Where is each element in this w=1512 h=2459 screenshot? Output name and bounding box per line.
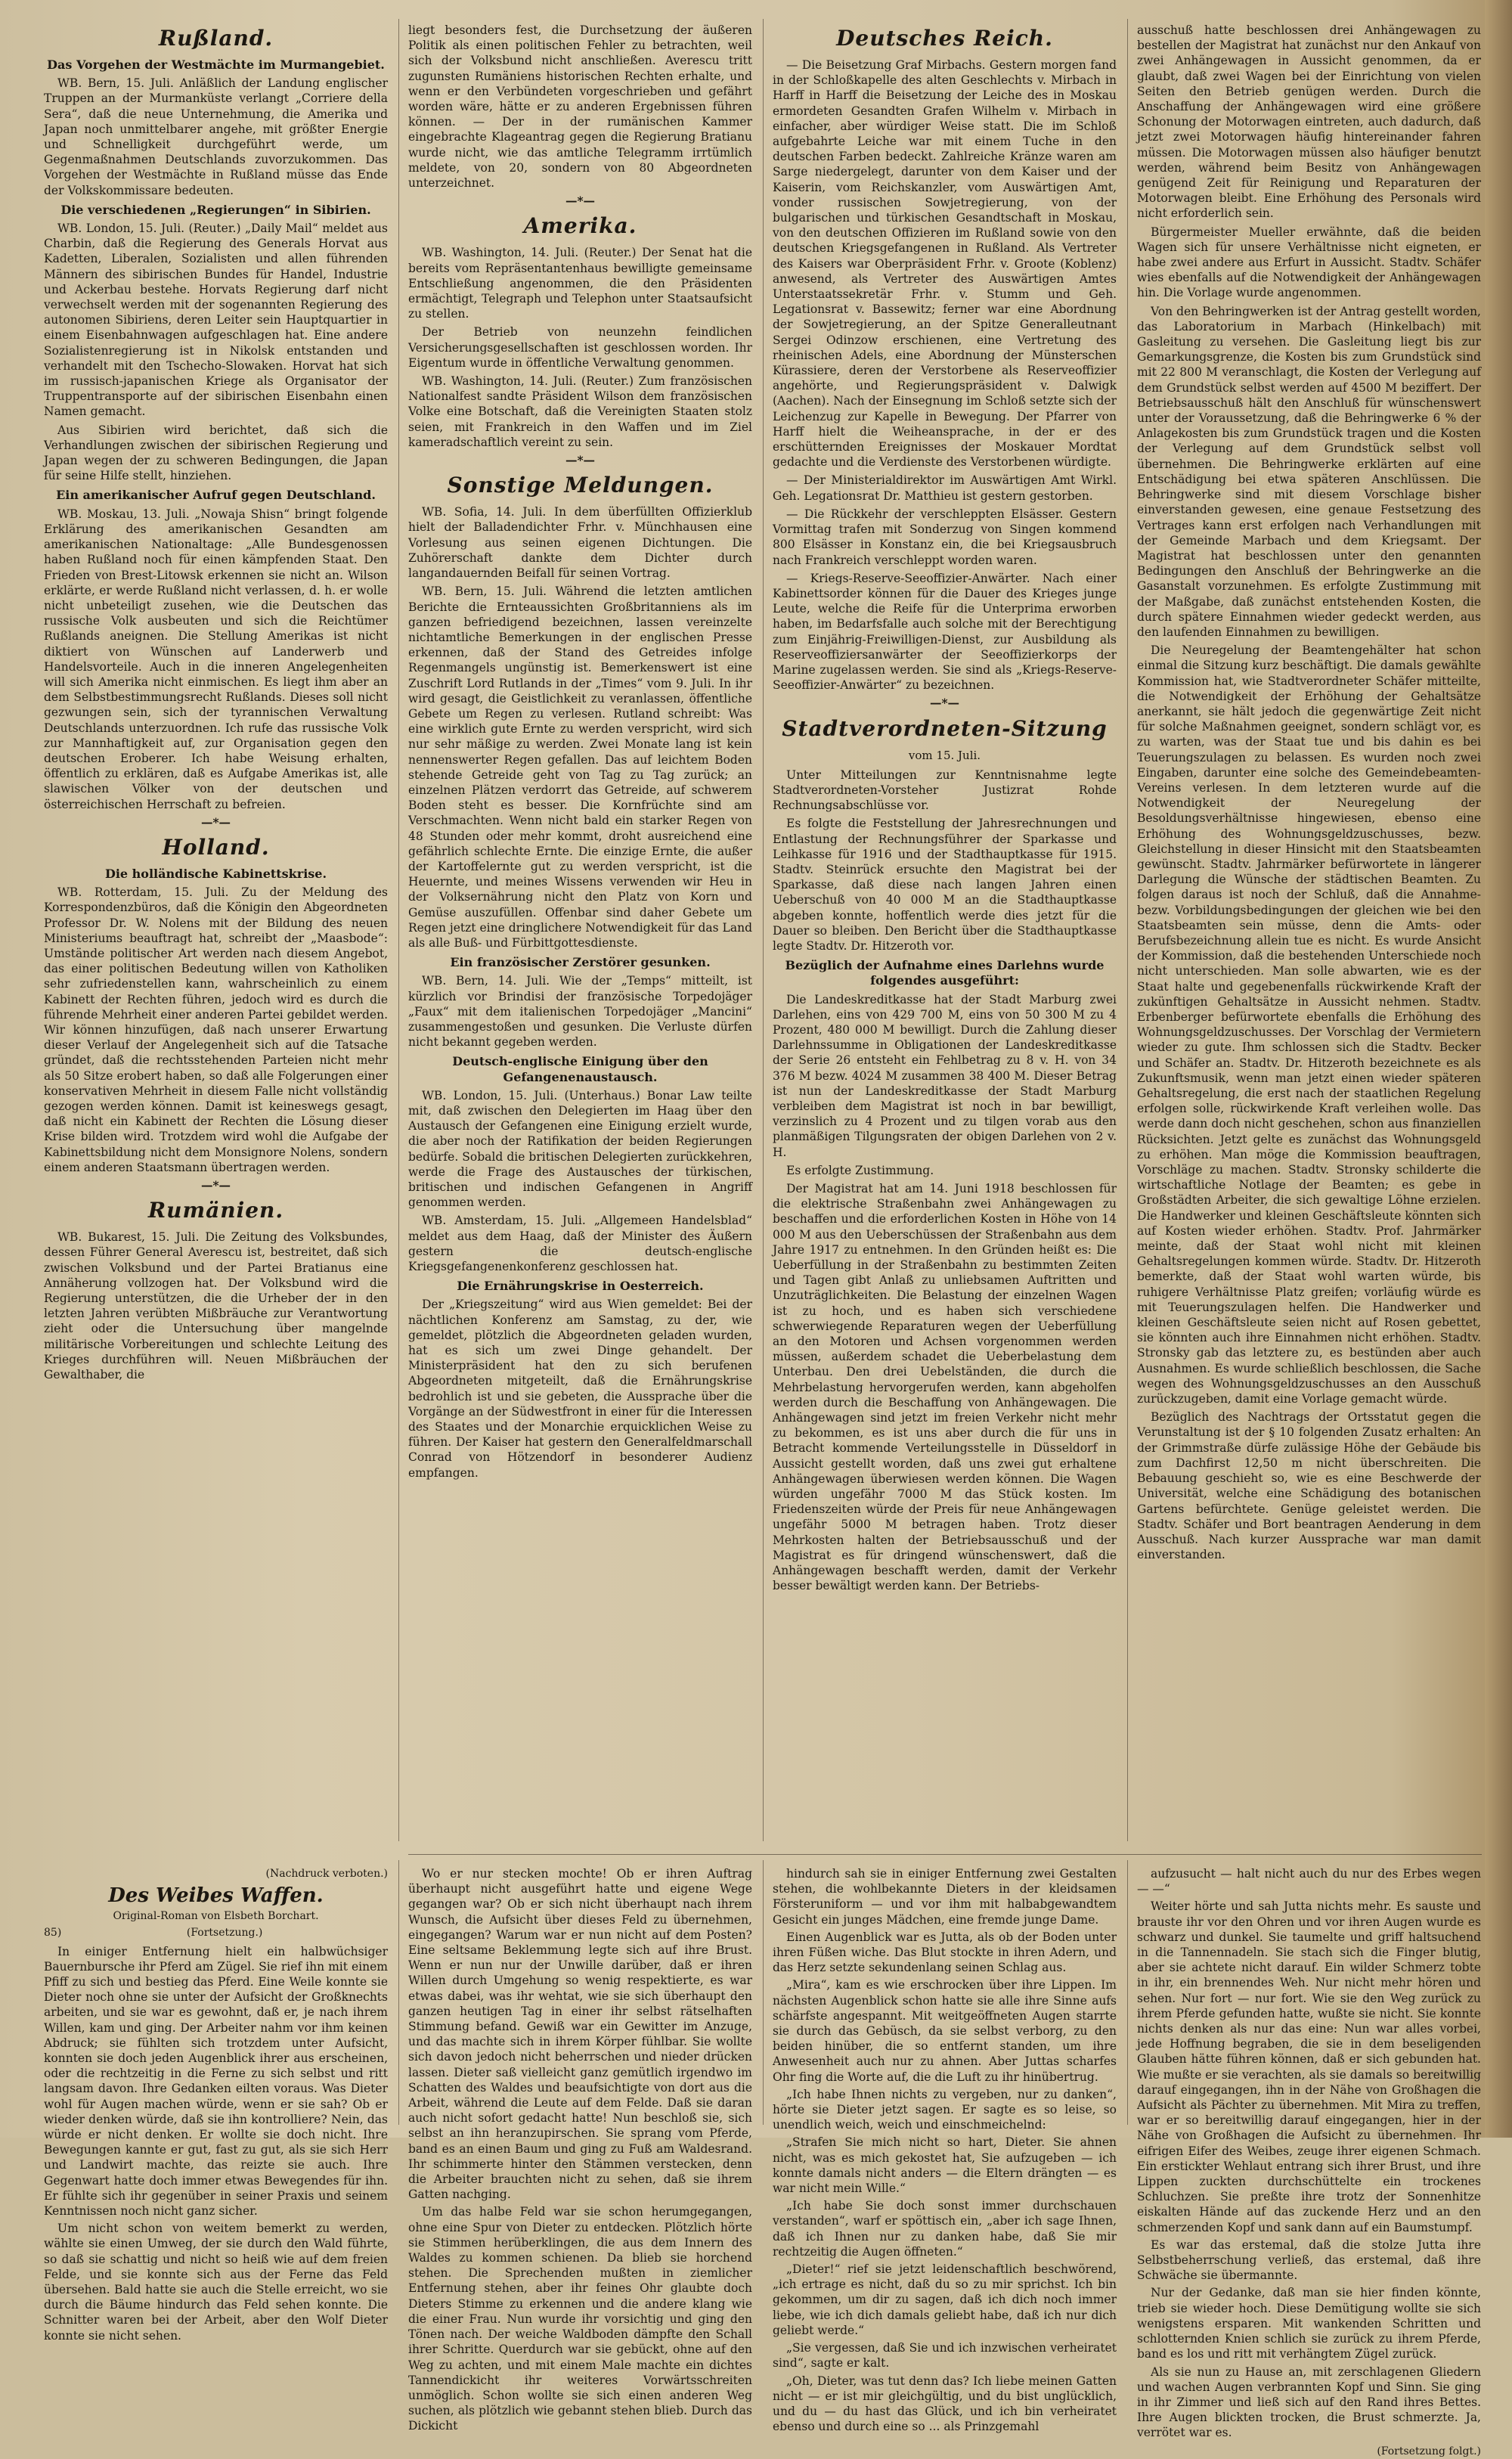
heading-sonstige: Sonstige Meldungen.: [447, 473, 714, 498]
article-paragraph: WB. Amsterdam, 15. Juli. „Allgemeen Handelsblad“ meldet aus dem Haag, daß der Minister des Äußern gestern die deutsch-englische Kriegsgefangenenkonferenz geschlossen hat.: [408, 1214, 752, 1274]
heading-russland: Rußland.: [158, 26, 274, 51]
serial-subtitle: Original-Roman von Elsbeth Borchart.: [113, 1910, 319, 1923]
heading-deutsches-reich: Deutsches Reich.: [836, 26, 1053, 51]
serial-paragraph: „Ich habe Ihnen nichts zu vergeben, nur zu danken“, hörte sie Dieter jetzt sagen. Er sagte es so leise, so unendlich weich, weich und einschmeichelnd:: [773, 2087, 1117, 2132]
article-paragraph: WB. London, 15. Juli. (Unterhaus.) Bonar Law teilte mit, daß zwischen den Delegierten im Haag über den Austausch der Gefangenen eine Einigung erzielt wurde, die aber noch der Ratifikation der beiden Regierungen bedürfe. Sobald die britischen Delegierten zurückkehren, werde die Frage des Austausches der türkischen, britischen und indischen Gefangenen in Angriff genommen werden.: [408, 1088, 752, 1210]
article-paragraph: WB. Sofia, 14. Juli. In dem überfüllten Offizierklub hielt der Balladendichter Frhr. v. Münchhausen eine Vorlesung aus seinen eigenen Dichtungen. Die Zuhörerschaft dankte dem Dichter durch langandauernden Beifall für seinen Vortrag.: [408, 505, 752, 581]
separator-star: —*—: [200, 1178, 231, 1193]
article-paragraph: Es erfolgte Zustimmung.: [786, 1163, 934, 1177]
separator-star: —*—: [565, 453, 596, 468]
serial-continuation: (Fortsetzung.): [186, 1927, 263, 1940]
heading-holland: Holland.: [162, 834, 270, 860]
column-rule: [763, 1860, 764, 2125]
column-rule: [398, 1860, 399, 2125]
to-be-continued: (Fortsetzung folgt.): [1377, 2445, 1481, 2457]
article-paragraph: Von den Behringwerken ist der Antrag gestellt worden, das Laboratorium in Marbach (Hinkelbach) mit Gasleitung zu versehen. Die Gasleitung liegt bis zur Gemarkungsgrenze, die Kosten bis zum Grundstück sind mit 22 800 M veranschlagt, die Kosten der Verlegung auf dem Grundstück selbst werden auf 4500 M beziffert. Der Betriebsausschuß hält den Anschluß für wünschenswert unter der Voraussetzung, daß die Behringwerke 6 % der Anlagekosten bis zum Grundstück tragen und die Kosten der Verlegung auf dem Grundstück selbst voll übernehmen. Die Behringwerke erklärten auf eine Entschädigung bei etwa späteren Anschlüssen. Die Behringwerke sind mit diesem Vorschlage bisher einverstanden gewesen, eine genaue Festsetzung des Vertrages kann erst erfolgen nach Verhandlungen mit der Gemeinde Marbach und dem Kriegsamt. Der Magistrat hat beschlossen unter den genannten Bedingungen den Anschluß der Behringwerke an die Gasanstalt vorzunehmen. Es erfolgte Zustimmung mit der Maßgabe, daß zunächst entstehenden Kosten, die durch spätere Einnahmen wieder gedeckt werden, aus den laufenden Einnahmen zu bewilligen.: [1137, 304, 1481, 639]
article-paragraph: WB. Bern, 15. Juli. Anläßlich der Landung englischer Truppen an der Murmanküste verlangt „Corriere della Sera“, daß die neue Unternehmung, die Amerika und Japan noch unmittelbarer angehe, mit größter Energie und Schnelligkeit durchgeführt werde, um Gegenmaßnahmen Deutschlands zuvorzukommen. Das Vorgehen der Westmächte in Rußland müsse das Ende der Volkskommissare bedeuten.: [44, 76, 388, 197]
serial-paragraph: Als sie nun zu Hause an, mit zerschlagenen Gliedern und wachen Augen verbrannten Kopf und Sinn. Sie ging in ihr Zimmer und ließ sich auf den Rand ihres Bettes. Ihre Augen blickten trocken, die Brust schmerzte. Ja, verrötet war es.: [1137, 2364, 1481, 2440]
serial-paragraph: Weiter hörte und sah Jutta nichts mehr. Es sauste und brauste ihr vor den Ohren und vor ihren Augen wurde es schwarz und dunkel. Sie taumelte und griff haltsuchend in die Tannennadeln. Sie stach sich die Finger blutig, aber sie achtete nicht darauf. Ein wilder Schmerz tobte in ihr, ein brennendes Weh. Nur nicht mehr hören und sehen. Nur fort — nur fort. Wie sie den Weg zurück zu ihrem Pferde gefunden hatte, wußte sie nicht. Sie konnte nichts denken als nur das eine: Nun war alles vorbei, jede Hoffnung begraben, die sie in dem beseligenden Glauben hätte führen können, daß er sich gebunden hat. Wie mußte er sie verachten, als sie damals so bereitwillig darauf eingegangen, ihn in der Nähe von Großhagen die Aufsicht als Pächter zu übernehmen. Mit Mira zu treffen, war er so bereitwillig darauf eingegangen, hier in der Nähe von Großhagen die Aufsicht zu übernehmen. Ihr eifrigen Eifer des Weibes, zeuge ihrer eigenen Schmach. Ein erstickter Wehlaut entrang sich ihrer Brust, und ihre Lippen zuckten durchschüttelte ein trockenes Schluchzen. Sie preßte ihre trotz der Sonnenhitze eiskalten Hände auf das zuckende Herz und an den schmerzenden Kopf und sank dann auf ein Baumstumpf.: [1137, 1899, 1481, 2234]
article-paragraph: WB. Washington, 14. Juli. (Reuter.) Zum französischen Nationalfest sandte Präsident Wilson dem französischen Volke eine Botschaft, daß die Vereinigten Staaten stolz seien, mit Frankreich in den Waffen und im Ziel kameradschaftlich vereint zu sein.: [408, 374, 752, 449]
serial-paragraph: Es war das erstemal, daß die stolze Jutta ihre Selbstbeherrschung verließ, das erstemal, daß ihre Schwäche sie übermannte.: [1137, 2237, 1481, 2283]
article-paragraph: Der Magistrat hat am 14. Juni 1918 beschlossen für die elektrische Straßenbahn zwei Anhängewagen zu beschaffen und die erforderlichen Kosten in Höhe von 14 000 M aus den Ueberschüssen der Straßenbahn aus dem Jahre 1917 zu entnehmen. In den Gründen heißt es: Die Ueberfüllung in der Straßenbahn zu bestimmten Zeiten und Tagen gibt Anlaß zu unliebsamen Auftritten und Unzuträglichkeiten. Die Belastung der einzelnen Wagen ist zu hoch, und es haben sich verschiedene schwerwiegende Reparaturen wegen der Ueberfüllung an den Motoren und Achsen vorgenommen werden müssen, außerdem schadet die Ueberbelastung dem Unterbau. Den drei Uebelständen, die durch die Mehrbelastung hervorgerufen werden, kann abgeholfen werden durch die Beschaffung von Anhängewagen. Die Anhängewagen sind jetzt im freien Verkehr nicht mehr zu bekommen, es ist uns aber durch die für uns in Betracht kommende Verteilungsstelle in Düsseldorf in Aussicht gestellt worden, daß uns zwei gut erhaltene Anhängewagen überwiesen werden können. Die Wagen würden ungefähr 7000 M das Stück kosten. Im Friedenszeiten würde der Preis für neue Anhängewagen ungefähr 5000 M betragen haben. Trotz dieser Mehrkosten halten der Betriebsausschuß und der Magistrat es für dringend wünschenswert, daß die Anhängewagen beschafft werden, damit der Verkehr besser bewältigt werden kann. Der Betriebs-: [773, 1182, 1117, 1593]
article-paragraph: WB. Moskau, 13. Juli. „Nowaja Shisn“ bringt folgende Erklärung des amerikanischen Gesandten am amerikanischen Nationaltage: „Alle Bundesgenossen haben Rußland noch für einen kämpfenden Staat. Den Frieden von Brest-Litowsk erkennen sie nicht an. Wilson erklärte, er werde Rußland nicht verlassen, d. h. er wolle nicht unbeteiligt zusehen, wie die Deutschen das russische Volk ausbeuten und sich die Reichtümer Rußlands aneignen. Die Stellung Amerikas ist nicht diktiert von Wünschen auf Landerwerb und Handelsvorteile. Auch in die inneren Angelegenheiten will sich Amerika nicht einmischen. Es liegt ihm aber an dem Selbstbestimmungsrecht Rußlands. Dieses soll nicht gezwungen sein, sich der tyrannischen Verwaltung Deutschlands unterzuordnen. Ich rufe das russische Volk zur Mannhaftigkeit auf, zur Organisation gegen den deutschen Eroberer. Ich habe Weisung erhalten, öffentlich zu erklären, daß es Aufgabe Amerikas ist, alle slawischen Völker von der deutschen und österreichischen Herrschaft zu befreien.: [44, 507, 388, 811]
serial-paragraph: In einiger Entfernung hielt ein halbwüchsiger Bauernbursche ihr Pferd am Zügel. Sie rief ihn mit einem Pfiff zu sich und bestieg das Pferd. Eine Weile konnte sie Dieter noch ohne sie unter der Aufsicht der Großknechts arbeiten, und sie war es gewohnt, daß er, je nach ihrem Willen, kam und ging. Der Arbeiter nahm vor ihm keinen Abdruck; sie fühlten sich trotzdem unter Aufsicht, konnten sie doch jeden Augenblick ihrer aus erscheinen, oder die rechtzeitig in die Ferne zu sich selbst und ritt langsam davon. Ihre Gedanken eilten voraus. Was Dieter wohl für Augen machen würde, wenn er sie sah? Ob er wieder denken würde, daß sie ihn kontrolliere? Nein, das würde er nicht denken. Er wollte sie doch nicht. Ihre Bewegungen kannte er gut, fast zu gut, als sie sich Herr und Landwirt machte, das reizte sie auch. Ihre Gegenwart hatte doch immer etwas Bewegendes für ihn. Er fühlte sich ihr gegenüber in seiner Praxis und seinem Kenntnissen noch nicht ganz sicher.: [44, 1944, 388, 2219]
subheading: Die verschiedenen „Regierungen“ in Sibirien.: [60, 202, 371, 217]
column-rule: [763, 19, 764, 1841]
article-paragraph: — Die Rückkehr der verschleppten Elsässer. Gestern Vormittag trafen mit Sonderzug von Singen kommend 800 Elsässer in Konstanz ein, die bei Kriegsausbruch nach Frankreich verschleppt worden waren.: [773, 507, 1117, 567]
separator-star: —*—: [929, 696, 960, 711]
serial-paragraph: Nur der Gedanke, daß man sie hier finden könnte, trieb sie wieder hoch. Diese Demütigung wollte sie sich wenigstens ersparen. Mit wankenden Schritten und schlotternden Knien schlich sie zurück zu ihrem Pferde, band es los und ritt mit verhängtem Zügel zurück.: [1137, 2286, 1481, 2361]
article-paragraph: WB. Bukarest, 15. Juli. Die Zeitung des Volksbundes, dessen Führer General Averescu ist, bestreitet, daß sich zwischen Volksbund und der Partei Bratianus eine Annäherung vollzogen hat. Der Volksbund wird die Regierung unterstützen, die die Urheber der in den letzten Jahren verübten Mißbräuche zur Verantwortung zieht oder die Untersuchung über mangelnde militärische Vorbereitungen und schlechte Leitung des Krieges durchführen will. Neuen Mißbräuchen der Gewalthaber, die: [44, 1230, 388, 1382]
article-paragraph: Die Landeskreditkasse hat der Stadt Marburg zwei Darlehen, eins von 429 700 M, eins von 50 300 M zu 4 Prozent, 480 000 M bewilligt. Durch die Zahlung dieser Darlehnssumme in Obligationen der Landeskreditkasse der Serie 26 entsteht ein Fehlbetrag zu 8 v. H. von 34 376 M bezw. 4024 M zusammen 38 400 M. Dieser Betrag ist nun der Landeskreditkasse der Stadt Marburg verbleiben dem Magistrat ist noch in bar bewilligt, verzinslich zu 4 Prozent und zu tilgen vorab aus den planmäßigen Tilgungsraten der obigen Darlehen von 2 v. H.: [773, 992, 1117, 1159]
article-paragraph: Unter Mitteilungen zur Kenntnisnahme legte Stadtverordneten-Vorsteher Justizrat Rohde Rechnungsabschlüsse vor.: [773, 767, 1117, 813]
subheading: Die Ernährungskrise in Oesterreich.: [457, 1279, 704, 1294]
article-paragraph: Aus Sibirien wird berichtet, daß sich die Verhandlungen zwischen der sibirischen Regierung und Japan wegen der zu schweren Bedingungen, die Japan für seine Hilfe stellt, hinziehen.: [44, 423, 388, 483]
article-paragraph: WB. London, 15. Juli. (Reuter.) „Daily Mail“ meldet aus Charbin, daß die Regierung des Generals Horvat aus Kadetten, Liberalen, Sozialisten und allen führenden Männern des sibirischen Bundes für Handel, Industrie und Ackerbau bestehe. Horvats Regierung darf nicht verwechselt werden mit der sogenannten Regierung des autonomen Sibiriens, deren Leiter sein Hauptquartier in einem Eisenbahnwagen aufgeschlagen hat. Eine andere Sozialistenregierung ist in Nikolsk entstanden und verhandelt mit den Tschecho-Slowaken. Horvat hat sich im russisch-japanischen Kriege als Organisator der Truppentransporte auf der sibirischen Eisenbahn einen Namen gemacht.: [44, 222, 388, 419]
article-paragraph: — Die Beisetzung Graf Mirbachs. Gestern morgen fand in der Schloßkapelle des alten Geschlechts v. Mirbach in Harff in Harff die Beisetzung der Leiche des in Moskau ermordeten Gesandten Grafen Wilhelm v. Mirbach in einfacher, aber würdiger Weise statt. Die im Schloß aufgebahrte Leiche war mit einem Tuche in den deutschen Farben bedeckt. Zahlreiche Kränze waren am Sarge niedergelegt, darunter von dem Kaiser und der Kaiserin, vom Reichskanzler, vom Auswärtigen Amt, vonder russischen Sowjetregierung, von der bulgarischen und türkischen Gesandtschaft in Moskau, von den deutschen Offizieren im Rußland sowie von den deutschen Kriegsgefangenen in Rußland. Als Vertreter des Kaisers war Oberpräsident Frhr. v. Groote (Koblenz) anwesend, als Vertreter des Auswärtigen Amtes Unterstaatssekretär Frhr. v. Stumm und Geh. Legationsrat v. Bassewitz; ferner war eine Abordnung der Sowjetregierung, an der Spitze Generalleutnant Sergei Odinzow erschienen, eine Vertretung des rheinischen Adels, eine Abordnung der Münsterschen Kürassiere, deren der Verstorbene als Reserveoffizier angehörte, und Regierungspräsident v. Dalwigk (Aachen). Nach der Einsegnung im Schloß setzte sich der Leichenzug zur Kapelle in Bewegung. Der Pfarrer von Harff hielt die Weiheansprache, in der er des erschütternden Ereignisses der Moskauer Mordtat gedachte und die Verdienste des Verstorbenen würdigte.: [773, 58, 1117, 470]
article-paragraph: WB. Bern, 15. Juli. Während die letzten amtlichen Berichte die Ernteaussichten Großbritanniens als im ganzen befriedigend bezeichnen, lassen vereinzelte nichtamtliche Bemerkungen in der englischen Presse erkennen, daß der Stand des Getreides infolge Regenmangels ungünstig ist. Bemerkenswert ist eine Zuschrift Lord Rutlands in der „Times“ vom 9. Juli. In ihr wird gesagt, die Geistlichkeit zu veranlassen, öffentliche Gebete um Regen zu verlesen. Rutland schreibt: Was eine wirklich gute Ernte zu werden verspricht, wird sich nur sehr mäßige zu werden. Zwei Monate lang ist kein nennenswerter Regen gefallen. Das auf leichtem Boden stehende Getreide geht von Tag zu Tag zurück; an einzelnen Plätzen verdorrt das Getreide, auf schwerem Boden steht es besser. Die Kornfrüchte sind am Verschmachten. Wenn nicht bald ein starker Regen von 48 Stunden oder mehr kommt, droht ausreichend eine gefährlich schlechte Ernte. Die einzige Ernte, die außer der Kartoffelernte gut zu werden verspricht, ist die Heuernte, und meines Wissens verwenden wir Heu in der Volksernährung nicht den Platz von Korn und Gemüse auszufüllen. Offenbar sind daher Gebete um Regen jetzt eine dringlichere Notwendigkeit für das Land als alle Buß- und Fürbittgottesdienste.: [408, 585, 752, 950]
heading-rumaenien: Rumänien.: [147, 1198, 284, 1223]
serial-paragraph: „Ich habe Sie doch sonst immer durchschauen verstanden“, warf er spöttisch ein, „aber ich sage Ihnen, daß ich Ihnen nur zu danken habe, daß Sie mir rechtzeitig die Augen öffneten.“: [773, 2199, 1117, 2259]
article-paragraph: liegt besonders fest, die Durchsetzung der äußeren Politik als einen politischen Fehler zu betrachten, weil sich der Volksbund nicht anschließen. Averescu tritt zugunsten Rumäniens historischen Rechten erhalte, und wenn er den Verbündeten vorgeschrieben und gefährt worden wäre, hätte er zu anderen Ergebnissen führen können. — Der in der rumänischen Kammer eingebrachte Klageantrag gegen die Regierung Bratianu wurde nicht, wie das amtliche Telegramm irrtümlich meldete, von 20, sondern von 80 Abgeordneten unterzeichnet.: [408, 23, 752, 191]
subheading: Das Vorgehen der Westmächte im Murmangebiet.: [47, 57, 385, 72]
dateline: vom 15. Juli.: [908, 748, 981, 762]
subheading: Bezüglich der Aufnahme eines Darlehns wurde folgendes ausgeführt:: [785, 958, 1105, 988]
serial-column-1: [44, 1866, 388, 2343]
serial-paragraph: „Strafen Sie mich nicht so hart, Dieter. Sie ahnen nicht, was es mich gekostet hat, Sie aufzugeben — ich konnte damals nicht anders — die Eltern drängten — es war nicht mein Wille.“: [773, 2135, 1117, 2196]
column-rule: [1127, 1860, 1128, 2125]
article-paragraph: WB. Washington, 14. Juli. (Reuter.) Der Senat hat die bereits vom Repräsentantenhaus bewilligte gemeinsame Entschließung angenommen, die den Präsidenten ermächtigt, Telegraph und Telephon unter Staatsaufsicht zu stellen.: [408, 246, 752, 321]
serial-column-4: [1137, 1866, 1481, 2457]
serial-paragraph: Wo er nur stecken mochte! Ob er ihren Auftrag überhaupt nicht ausgeführt hatte und eigene Wege gegangen war? Ob er sich nicht überhaupt nach ihrem Wunsch, die Aufsicht über dieses Feld zu übernehmen, eingegangen? Warum war er nun nicht auf dem Posten? Eine seltsame Beklemmung legte sich auf ihre Brust. Wenn er nun nur der Unwille darüber, daß er ihren Willen durch Umgehung so wenig respektierte, es war etwas dabei, was ihr wehtat, wie sie sich überhaupt den ganzen heutigen Tag in einer ihr selbst rätselhaften Stimmung befand. Gewiß war ein Gewitter im Anzuge, und das machte sich in ihrem Körper fühlbar. Sie wollte sich davon jedoch nicht beherrschen und nieder drücken lassen. Dieter saß vielleicht ganz gemütlich irgendwo im Schatten des Waldes und beaufsichtigte von dort aus die Arbeit, während die Leute auf dem Felde. Daß sie daran auch nicht sofort gedacht hatte! Nun beschloß sie, sich selbst an ihn heranzupirschen. Sie sprang vom Pferde, band es an einen Baum und ging zu Fuß am Waldesrand. Ihr schimmerte hinter den Stämmen verstecken, denn die Arbeiter brauchten nicht zu sehen, daß sie ihrem Gatten nachging.: [408, 1867, 752, 2202]
article-paragraph: Bezüglich des Nachtrags der Ortsstatut gegen die Verunstaltung ist der § 10 folgenden Zusatz erhalten: An der Grimmstraße dürfe zulässige Höhe der Gebäude bis zum Dachfirst 12,50 m nicht überschreiten. Die Bebauung geschieht so, wie es eine Beschwerde der Universität, welche eine Schädigung des botanischen Gartens befürchtete. Genüge geleistet werden. Die Stadtv. Schäfer und Bort beantragen Aenderung in dem Ausschuß. Nach kurzer Aussprache war man damit einverstanden.: [1137, 1410, 1481, 1562]
column-3: [773, 23, 1117, 1853]
article-paragraph: WB. Rotterdam, 15. Juli. Zu der Meldung des Korrespondenzbüros, daß die Königin den Abgeordneten Professor Dr. W. Nolens mit der Bildung des neuen Ministeriums beauftragt hat, schreibt der „Maasbode“: Umstände politischer Art werden nach diesem Angebot, das einer politischen Bedeutung willen von Katholiken sehr zufriedenstellen kann, wahrscheinlich zu einem Kabinett der Rechten führen, jedoch wird es durch die führende Mehrheit einer anderen Partei gebildet werden. Wir können hinzufügen, daß nach unserer Erwartung dieser Verlauf der Angelegenheit sich auf die Tatsache gründet, daß die rechtsstehenden Parteien nicht mehr als 50 Sitze erobert haben, so daß alle Folgerungen einer konservativen Mehrheit in diesem Falle nicht vollständig gezogen werden können. Damit ist keineswegs gesagt, daß nicht ein Kabinett der Rechten die Lösung dieser Krise bilden wird. Trotzdem wird wohl die Aufgabe der Kabinettsbildung nicht dem Monsignore Nolens, sondern einem anderen Staatsmann übertragen werden.: [44, 885, 388, 1174]
heading-amerika: Amerika.: [523, 213, 637, 239]
serial-paragraph: Um nicht schon von weitem bemerkt zu werden, wählte sie einen Umweg, der sie durch den Wald führte, so daß sie schattig und nicht so heiß wie auf dem freien Felde, und sie konnte sich aus der Ferne das Feld übersehen. Bald hatte sie auch die Stelle erreicht, wo sie durch die Bäume hindurch das Feld sehen konnte. Die Schnitter waren bei der Arbeit, aber den Wolf Dieter konnte sie nicht sehen.: [44, 2222, 388, 2343]
serial-paragraph: Um das halbe Feld war sie schon herumgegangen, ohne eine Spur von Dieter zu entdecken. Plötzlich hörte sie Stimmen herüberklingen, die aus dem Innern des Waldes zu kommen schienen. Da blieb sie horchend stehen. Die Sprechenden mußten in ziemlicher Entfernung stehen, aber ihr feines Ohr glaubte doch Dieters Stimme zu erkennen und die andere klang wie die einer Frau. Nun wurde ihr vorsichtig und ging den Tönen nach. Der weiche Waldboden dämpfte den Schall ihrer Schritte. Querdurch war sie gebückt, ohne auf den Weg zu achten, und mit einem Male machte ein dichtes Tannendickicht ihr weiteres Vorwärtsschreiten unmöglich. Schon wollte sie sich einen anderen Weg suchen, als plötzlich wie gebannt stehen blieb. Durch das Dickicht: [408, 2205, 752, 2433]
column-4: [1137, 23, 1481, 1853]
serial-column-2: [408, 1866, 752, 2433]
serial-paragraph: hindurch sah sie in einiger Entfernung zwei Gestalten stehen, die wohlbekannte Dieters in der kleidsamen Försteruniform — und vor ihm mit halbabgewandtem Gesicht ein junges Mädchen, eine fremde junge Dame.: [773, 1867, 1117, 1927]
heading-stadtverordneten: Stadtverordneten-Sitzung: [782, 715, 1108, 741]
article-paragraph: Es folgte die Feststellung der Jahresrechnungen und Entlastung der Rechnungsführer der Sparkasse und Leihkasse für 1916 und der Stadthauptkasse für 1915. Stadtv. Steinrück ersuchte den Magistrat bei der Sparkasse, daß diese nach langen Jahren einen Ueberschuß von 40 000 M an die Stadthauptkasse abgeben konnte, hoffentlich werde dies jetzt für die Dauer so bleiben. Den Bericht über die Stadthauptkasse legte Stadtv. Dr. Hitzeroth vor.: [773, 817, 1117, 953]
separator-star: —*—: [565, 194, 596, 209]
column-1: [44, 23, 388, 1853]
serial-paragraph: „Oh, Dieter, was tut denn das? Ich liebe meinen Gatten nicht — er ist mir gleichgültig, und du bist unglücklich, und du — du hast das Glück, und ich bin verheiratet ebenso und durch eine so ... als Prinzgemahl: [773, 2374, 1117, 2434]
subheading: Ein amerikanischer Aufruf gegen Deutschland.: [56, 488, 376, 503]
column-rule: [398, 19, 399, 1841]
column-2: [408, 23, 752, 1853]
article-paragraph: Bürgermeister Mueller erwähnte, daß die beiden Wagen sich für unsere Verhältnisse nicht eigneten, er habe zwei andere aus Erfurt in Aussicht. Stadtv. Schäfer wies ebenfalls auf die Notwendigkeit der Anhängewagen hin. Die Vorlage wurde angenommen.: [1137, 225, 1481, 300]
serial-paragraph: Einen Augenblick war es Jutta, als ob der Boden unter ihren Füßen wiche. Das Blut stockte in ihren Adern, und das Herz setzte sekundenlang seinen Schlag aus.: [773, 1930, 1117, 1975]
serial-number: 85): [44, 1927, 62, 1940]
separator-star: —*—: [200, 814, 231, 829]
serial-paragraph: aufzusucht — halt nicht auch du nur des Erbes wegen — —“: [1137, 1867, 1481, 1896]
serial-paragraph: „Mira“, kam es wie erschrocken über ihre Lippen. Im nächsten Augenblick schon hatte sie alle ihre Sinne aufs schärfste angespannt. Mit weitgeöffneten Augen starrte sie durch das Gebüsch, da sie selbst verborg, zu den beiden hinüber, die so entfernt standen, um ihre Anwesenheit auch nur zu ahnen. Aber Juttas scharfes Ohr fing die Worte auf, die die Luft zu ihr hinübertrug.: [773, 1978, 1117, 2084]
reprint-notice: (Nachdruck verboten.): [265, 1868, 388, 1880]
serial-paragraph: „Dieter!“ rief sie jetzt leidenschaftlich beschwörend, „ich ertrage es nicht, daß du so zu mir sprichst. Ich bin gekommen, um dir zu sagen, daß ich dich noch immer liebe, wie ich dich damals geliebt habe, daß ich nur dich geliebt werde.“: [773, 2262, 1117, 2337]
article-paragraph: ausschuß hatte beschlossen drei Anhängewagen zu bestellen der Magistrat hat zunächst nur den Ankauf von zwei Anhängewagen in Aussicht genommen, da er glaubt, daß zwei Wagen bei der Einrichtung von vielen Seiten den Betrieb genügen werden. Durch die Anschaffung der Anhängewagen wird eine größere Schonung der Motorwagen eintreten, auch dadurch, daß jetzt zwei Motorwagen häufig hintereinander fahren müssen. Die Motorwagen müssen also häufiger benutzt werden, während beim Besitz von Anhängewagen genügend Zeit für Reinigung und Reparaturen der Motorwagen bleibt. Eine Erhöhung des Personals wird nicht erforderlich sein.: [1137, 23, 1481, 221]
article-paragraph: Der Betrieb von neunzehn feindlichen Versicherungsgesellschaften ist geschlossen worden. Ihr Eigentum wurde in öffentliche Verwaltung genommen.: [408, 325, 752, 370]
subheading: Die holländische Kabinettskrise.: [104, 866, 327, 881]
article-paragraph: — Der Ministerialdirektor im Auswärtigen Amt Wirkl. Geh. Legationsrat Dr. Matthieu ist gestern gestorben.: [773, 473, 1117, 503]
article-paragraph: WB. Bern, 14. Juli. Wie der „Temps“ mitteilt, ist kürzlich vor Brindisi der französische Torpedojäger „Faux“ mit dem italienischen Torpedojäger „Mancini“ zusammengestoßen und gesunken. Die Verluste dürfen nicht bekannt gegeben werden.: [408, 974, 752, 1050]
serial-title: Des Weibes Waffen.: [108, 1884, 324, 1908]
subheading: Deutsch-englische Einigung über den Gefangenenaustausch.: [452, 1054, 708, 1084]
serial-paragraph: „Sie vergessen, daß Sie und ich inzwischen verheiratet sind“, sagte er kalt.: [773, 2341, 1117, 2371]
feuilleton-rule: [408, 1854, 1482, 1855]
article-paragraph: Der „Kriegszeitung“ wird aus Wien gemeldet: Bei der nächtlichen Konferenz am Samstag, zu der, wie gemeldet, plötzlich die Abgeordneten geladen wurden, hat es sich um zwei Dinge gehandelt. Der Ministerpräsident hat den zu sich berufenen Abgeordneten mitgeteilt, daß die Ernährungskrise bedrohlich ist und sie gebeten, die Aussprache über die Vorgänge an der Südwestfront in einer für die Interessen des Staates und der Monarchie erquicklichen Weise zu führen. Der Kaiser hat gestern den Generalfeldmarschall Conrad von Hötzendorf in besonderer Audienz empfangen.: [408, 1298, 752, 1480]
column-rule: [1127, 19, 1128, 1841]
page-edge: [1485, 0, 1512, 2138]
subheading: Ein französischer Zerstörer gesunken.: [450, 955, 711, 970]
article-paragraph: — Kriegs-Reserve-Seeoffizier-Anwärter. Nach einer Kabinettsorder können für die Dauer des Krieges junge Leute, welche die Reife für die Unterprima erworben haben, im Bedarfsfalle auch solche mit der Berechtigung zum Einjährig-Freiwilligen-Dienst, zur Ausbildung als Reserveoffiziersanwärter der Seeoffizierkorps der Marine zugelassen werden. Sie sind als „Kriegs-Reserve-Seeoffizier-Anwärter“ zu bezeichnen.: [773, 571, 1117, 693]
article-paragraph: Die Neuregelung der Beamtengehälter hat schon einmal die Sitzung kurz beschäftigt. Die damals gewählte Kommission hat, wie Stadtverordneter Schäfer mitteilte, die Notwendigkeit der Erhöhung der Gehaltsätze anerkannt, sie hält jedoch die gegenwärtige Zeit nicht für solche Maßnahmen geeignet, sondern schlägt vor, es zu warten, was der Staat tue und bis dahin es bei Teuerungszulagen zu belassen. Es wurden noch zwei Eingaben, darunter eine solche des Gemeindebeamten-Vereins verlesen. In dem letzteren wurde auf die Notwendigkeit der Neuregelung der Besoldungsverhältnisse hingewiesen, ebenso eine Erhöhung des Wohnungsgeldzuschusses, bezw. Gleichstellung in dieser Hinsicht mit den Staatsbeamten gewünscht. Stadtv. Jahrmärker befürwortete in längerer Darlegung die Wünsche der städtischen Beamten. Zu folgen daraus ist noch der Schluß, daß die Annahme- bezw. Vorbildungsbedingungen der gleichen wie bei den Staatsbeamten sein müsse, denn die Amts- oder Berufsbezeichnung allein tue es nicht. Es wurde Ansicht der Kommission, daß die bestehenden Unterschiede noch nicht unterschieden. Man solle abwarten, wie es der Staat halte und gegebenenfalls rückwirkende Kraft der zukünftigen Gehaltsätze in Aussicht nehmen. Stadtv. Erbenberger befürwortete ebenfalls die Erhöhung des Wohnungsgeldzuschusses. Der Vorschlag der Vermietern wieder zu gute. Ihm schlossen sich die Stadtv. Becker und Schäfer an. Stadtv. Dr. Hitzeroth bezeichnete es als Zukunftsmusik, wenn man jetzt einen wieder späteren Gehaltsregelung, die erst nach der staatlichen Regelung erfolgen solle, rückwirkende Kraft verleihen wolle. Das werde dann doch nicht geschehen, schon aus finanziellen Rücksichten. Jetzt gelte es zunächst das Wohnungsgeld zu erhöhen. Man möge die Kommission beauftragen, Vorschläge zu machen. Stadtv. Stronsky schilderte die wirtschaftliche Notlage der Beamten; es gebe in Großstädten Arbeiter, die sich gewaltige Löhne erzielen. Die Handwerker und kleinen Geschäftsleute könnten sich auf Kosten wieder erhöhen. Stadtv. Prof. Jahrmärker meinte, daß der Staat wohl nicht mit kleinen Gehaltsregelungen kommen würde. Stadtv. Dr. Hitzeroth bemerkte, daß der Staat wohl warten würde, bis ruhigere Verhältnisse Platz greifen; vorläufig würde es mit Teuerungszulagen helfen. Die Handwerker und kleinen Geschäftsleute seien nicht auf Rosen gebettet, sie könnten auch ihre Einnahmen nicht erhöhen. Stadtv. Stronsky gab das letztere zu, es bestünden aber auch Ausnahmen. Es wurde schließlich beschlossen, die Sache wegen des Wohnungsgeldzuschusses an den Ausschuß zurückzugeben, damit eine Vorlage gemacht würde.: [1137, 643, 1481, 1406]
serial-column-3: [773, 1866, 1117, 2434]
